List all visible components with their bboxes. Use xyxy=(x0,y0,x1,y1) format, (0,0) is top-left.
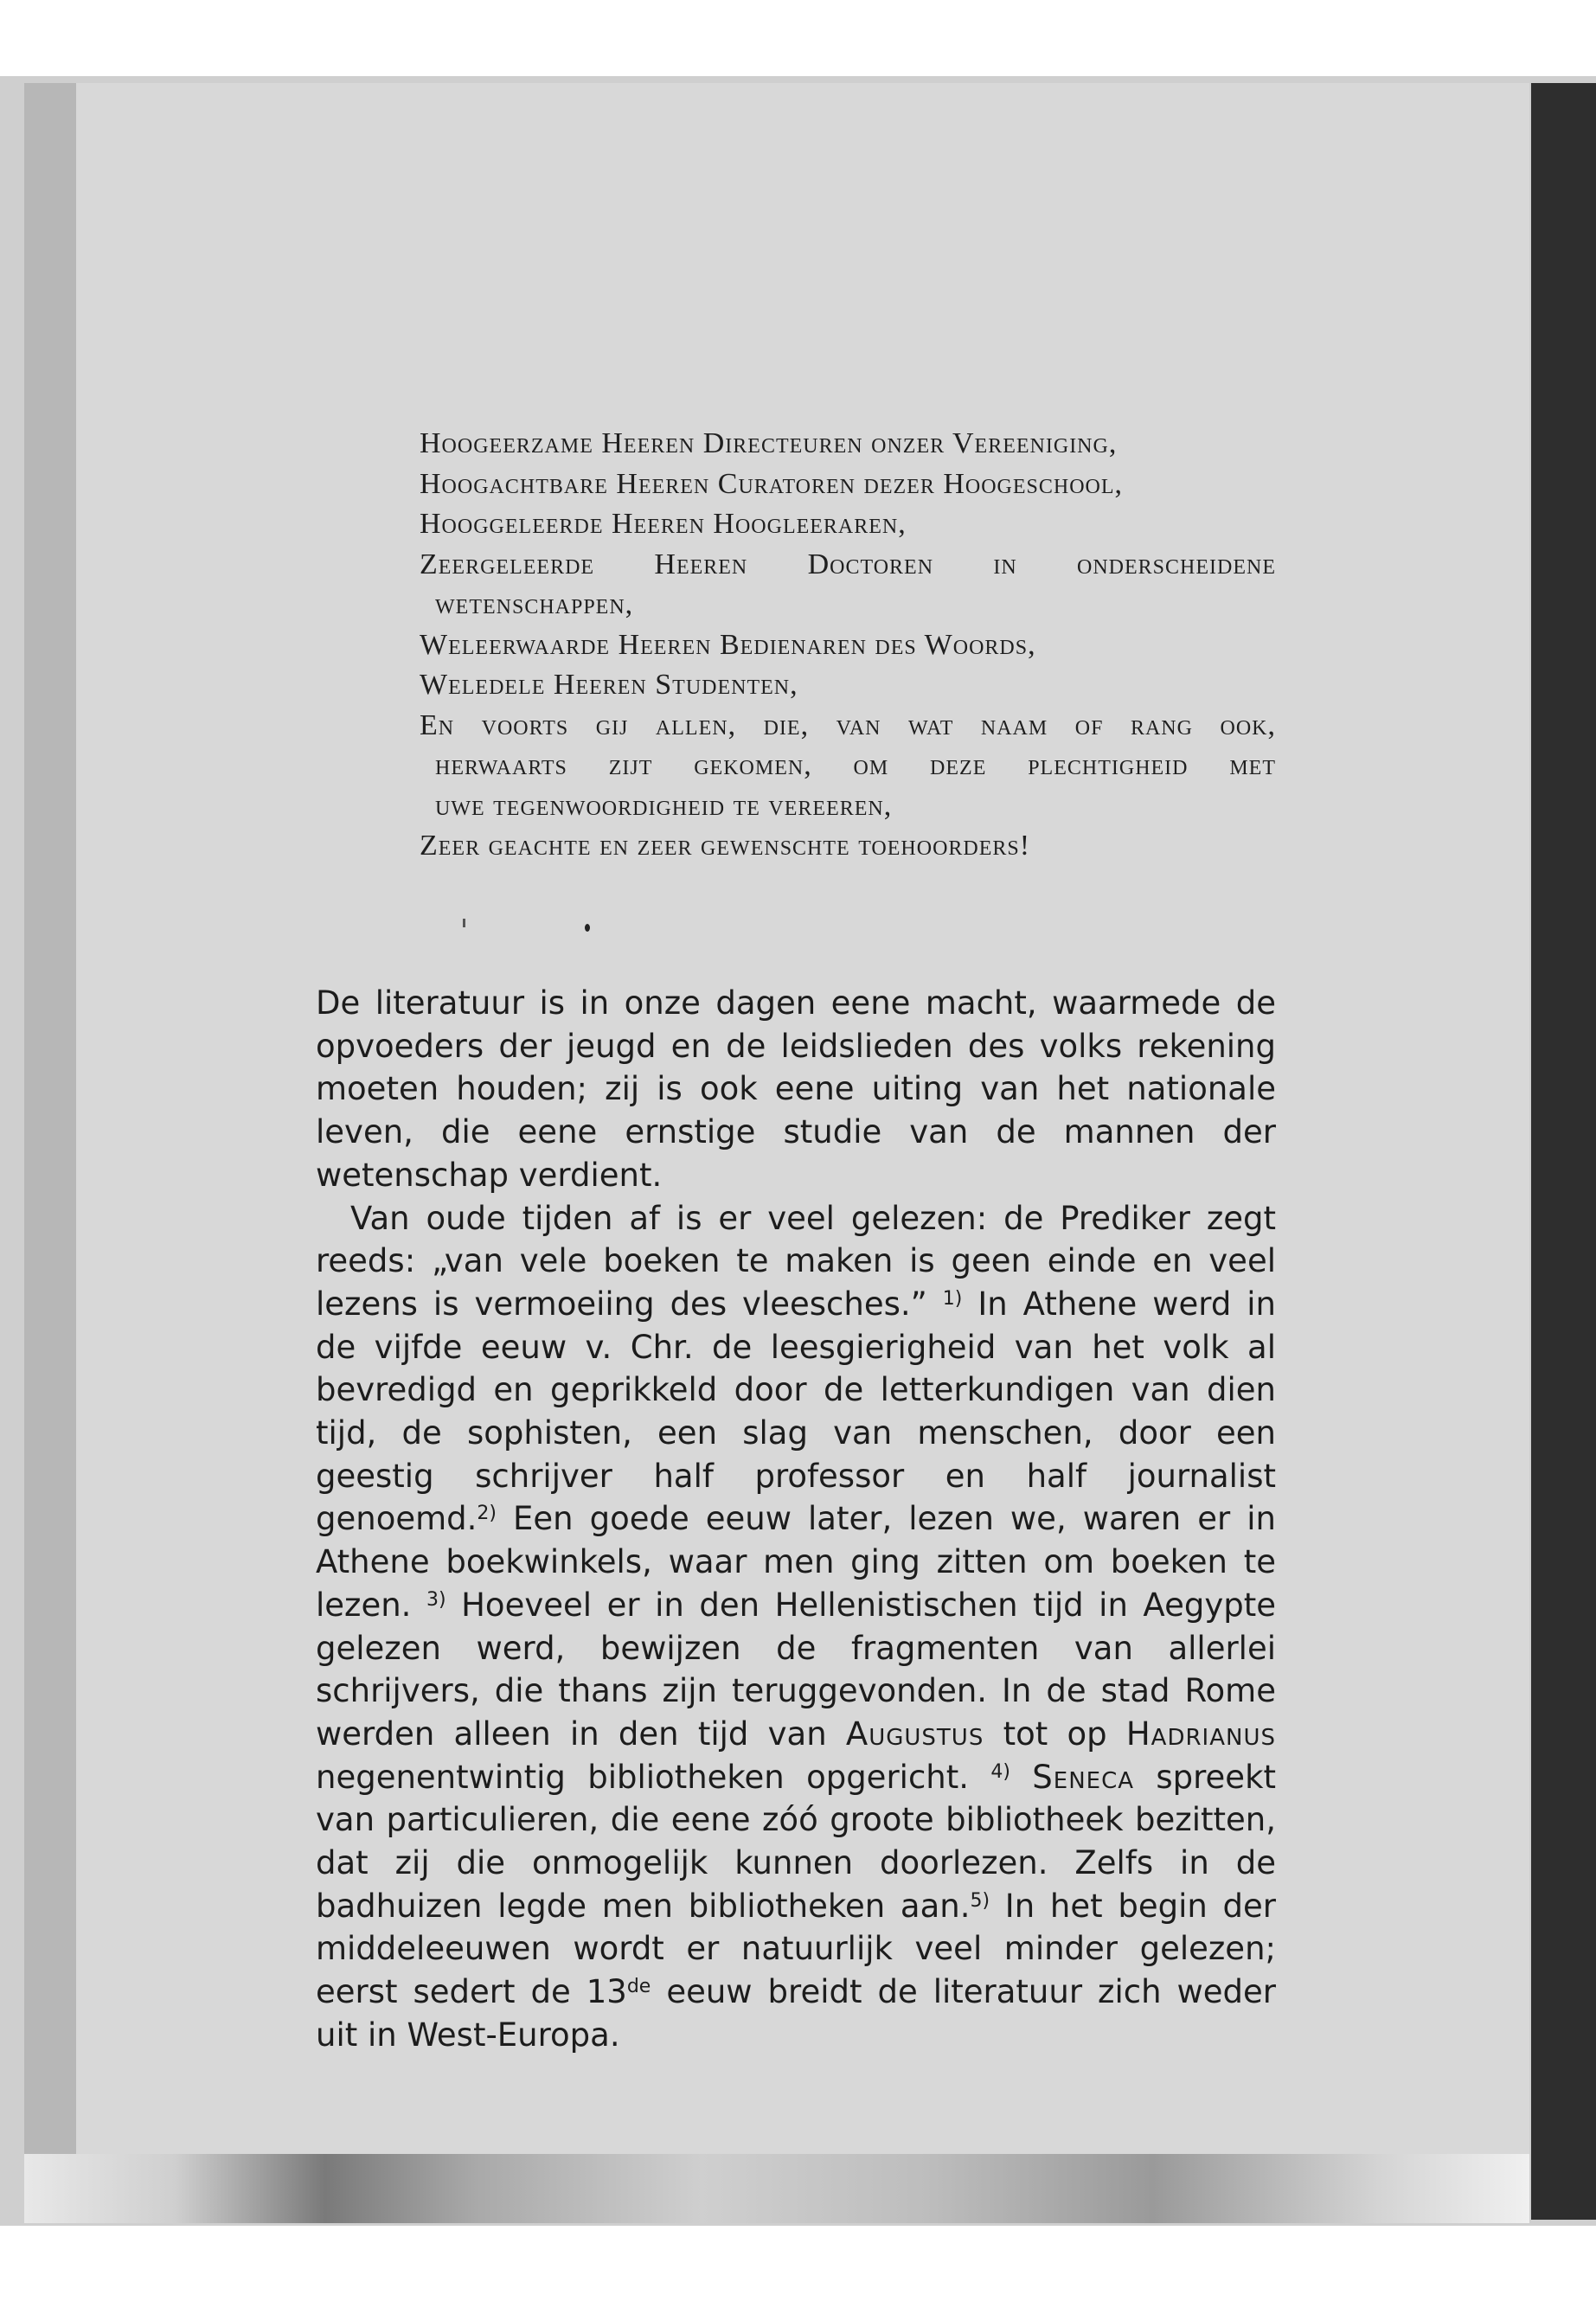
salutation-line: Zeergeleerde Heeren Doctoren in onderscheidene xyxy=(420,548,1276,580)
salutation-line: Hoogeerzame Heeren Directeuren onzer Vereeniging, xyxy=(420,427,1118,459)
page-gutter-shadow xyxy=(24,83,76,2220)
salutation-line: wetenschappen, xyxy=(435,588,634,620)
text-run: Van oude tijden af is er veel gelezen: de Prediker zegt reeds: „van vele boeken te maken is geen einde en veel lezens is vermoeiing des vleesches.” xyxy=(316,1199,1276,1323)
salutation-line: En voorts gij allen, die, van wat naam of rang ook, xyxy=(420,708,1276,741)
name-seneca: Seneca xyxy=(1032,1758,1135,1796)
text-run: Hoeveel er in den Hellenistischen tijd in Aegypte gelezen werd, bewijzen de fragmenten van allerlei schrijvers, die thans zijn teruggevonden. In de stad Rome werden alleen in den tijd van xyxy=(316,1586,1276,1753)
text-run: spreekt van particulieren, die eene zóó groote bibliotheek bezitten, dat zij die onmogelijk kunnen doorlezen. Zelfs in de badhuizen legde men bibliotheken aan. xyxy=(316,1758,1276,1925)
footnote-ref: 1) xyxy=(942,1287,963,1310)
salutation-line: Hoogachtbare Heeren Curatoren dezer Hoogeschool, xyxy=(420,467,1124,500)
body-text xyxy=(316,982,1276,2057)
salutation-line: Hooggeleerde Heeren Hoogleeraren, xyxy=(420,508,907,540)
scan-bottom-edge xyxy=(24,2154,1529,2223)
salutation-line: Weleerwaarde Heeren Bedienaren des Woords, xyxy=(420,628,1036,661)
footnote-ref: 5) xyxy=(970,1889,990,1912)
text-run: eeuw breidt de literatuur zich weder uit in West-Europa. xyxy=(316,1973,1276,2054)
paragraph xyxy=(316,1197,1276,2057)
salutation-line: uwe tegenwoordigheid te vereeren, xyxy=(435,789,893,822)
salutation-line: Zeer geachte en zeer gewenschte toehoorders! xyxy=(420,830,1031,862)
scan-speck xyxy=(463,919,465,927)
footnote-ref: 4) xyxy=(990,1760,1010,1783)
text-run: In het begin der middeleeuwen wordt er natuurlijk veel minder gelezen; eerst sedert de 13 xyxy=(316,1887,1276,2011)
text-run: Een goede eeuw later, lezen we, waren er in Athene boekwinkels, waar men ging zitten om boeken te lezen. xyxy=(316,1500,1276,1624)
salutation-block xyxy=(420,424,1276,867)
footnote-ref: 3) xyxy=(426,1588,446,1611)
scan-speck xyxy=(585,924,590,932)
paragraph: De literatuur is in onze dagen eene macht, waarmede de opvoeders der jeugd en de leidslieden des volks rekening moeten houden; zij is ook eene uiting van het nationale leven, die eene ernstige studie van de mannen der wetenschap verdient. xyxy=(316,984,1276,1194)
footnote-ref: 2) xyxy=(477,1503,497,1525)
text-run: In Athene werd in de vijfde eeuw v. Chr. de leesgierigheid van het volk al bevredigd en geprikkeld door de letterkundigen van dien tijd, de sophisten, een slag van menschen, door een geestig schrijver half professor en half journalist genoemd. xyxy=(316,1285,1276,1538)
text-run: tot op xyxy=(1003,1715,1107,1753)
text-run: negenentwintig bibliotheken opgericht. xyxy=(316,1758,970,1796)
name-augustus: Augustus xyxy=(845,1715,984,1753)
name-hadrianus: Hadrianus xyxy=(1125,1715,1276,1753)
salutation-line: Weledele Heeren Studenten, xyxy=(420,669,798,701)
salutation-line: herwaarts zijt gekomen, om deze plechtigheid met xyxy=(435,749,1276,781)
ordinal-suffix: de xyxy=(626,1976,651,1998)
scan-right-edge xyxy=(1531,83,1596,2220)
